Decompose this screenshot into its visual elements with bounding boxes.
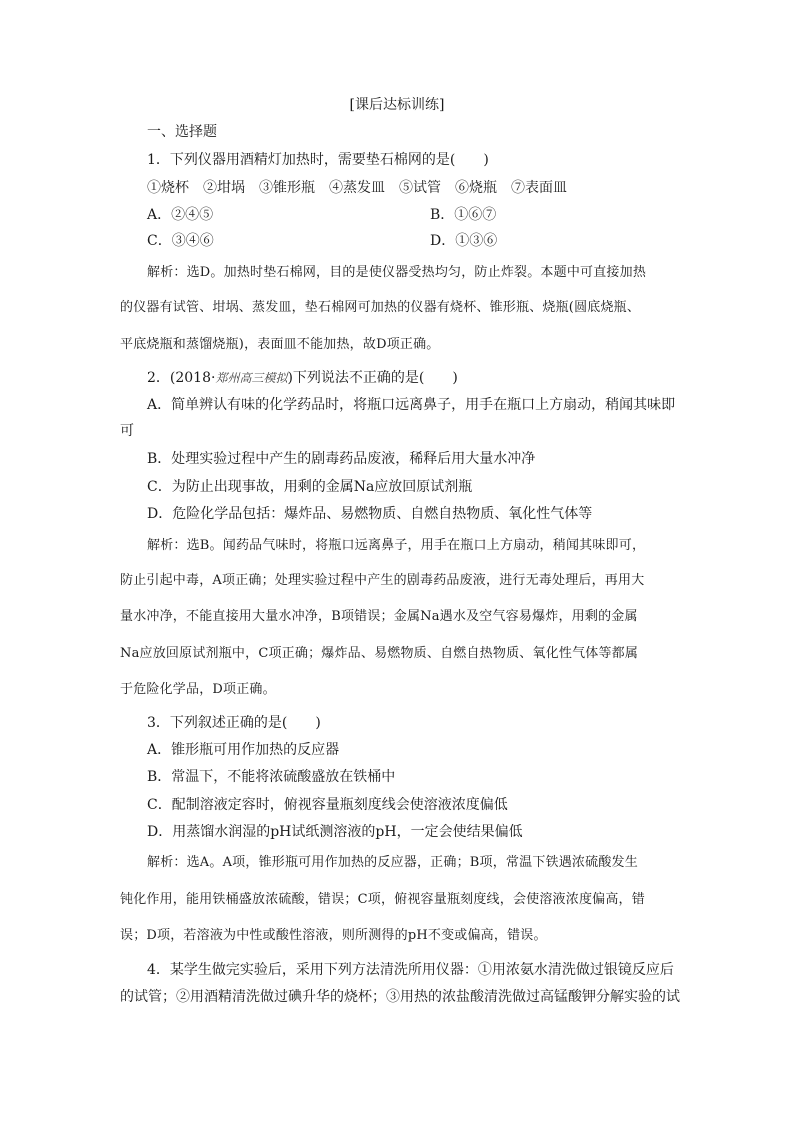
option-c: C．③④⑥	[147, 233, 214, 249]
question-stem-line: 4．某学生做完实验后，采用下列方法清洗所用仪器：①用浓氨水清洗做过银镜反应后	[147, 962, 674, 978]
option-d: D．危险化学品包括：爆炸品、易燃物质、自燃自热物质、氧化性气体等	[147, 506, 593, 522]
option-b: B．常温下，不能将浓硫酸盛放在铁桶中	[147, 769, 396, 785]
analysis-line: 解析：选A。A项，锥形瓶可用作加热的反应器，正确；B项，常温下铁遇浓硫酸发生	[147, 855, 638, 870]
analysis-line: 解析：选D。加热时垫石棉网，目的是使仪器受热均匀，防止炸裂。本题中可直接加热	[147, 265, 647, 280]
option-b: B．处理实验过程中产生的剧毒药品废液，稀释后用大量水冲净	[147, 451, 536, 467]
option-a: A．②④⑤	[147, 207, 214, 223]
analysis-line: 防止引起中毒，A项正确；处理实验过程中产生的剧毒药品废液，进行无毒处理后，再用大	[120, 573, 645, 588]
option-c: C．配制溶液定容时，俯视容量瓶刻度线会使溶液浓度偏低	[147, 797, 508, 813]
source-stamp: 郑州高三模拟	[215, 371, 288, 385]
question-stem-line: 的试管；②用酒精清洗做过碘升华的烧杯；③用热的浓盐酸清洗做过高锰酸钾分解实验的试	[120, 989, 680, 1005]
page-title: [课后达标训练]	[349, 97, 445, 113]
analysis-line: 的仪器有试管、坩埚、蒸发皿，垫石棉网可加热的仪器有烧杯、锥形瓶、烧瓶(圆底烧瓶、	[120, 300, 641, 315]
section-heading: 一、选择题	[147, 124, 217, 140]
stem-suffix: )下列说法不正确的是( )	[287, 370, 458, 386]
analysis-line: 误；D项，若溶液为中性或酸性溶液，则所测得的pH不变或偏高，错误。	[120, 928, 547, 943]
option-c: C．为防止出现事故，用剩的金属Na应放回原试剂瓶	[147, 479, 473, 495]
option-d: D．①③⑥	[430, 233, 498, 249]
analysis-line: 平底烧瓶和蒸馏烧瓶)，表面皿不能加热，故D项正确。	[120, 337, 440, 352]
analysis-line: 钝化作用，能用铁桶盛放浓硫酸，错误；C项，俯视容量瓶刻度线，会使溶液浓度偏高，错	[120, 892, 645, 907]
question-stem	[147, 368, 458, 388]
question-items: ①烧杯 ②坩埚 ③锥形瓶 ④蒸发皿 ⑤试管 ⑥烧瓶 ⑦表面皿	[147, 180, 567, 196]
analysis-line: Na应放回原试剂瓶中，C项正确；爆炸品、易燃物质、自燃自热物质、氧化性气体等都属	[120, 646, 639, 661]
question-stem: 1．下列仪器用酒精灯加热时，需要垫石棉网的是( )	[147, 152, 489, 168]
stem-prefix: 2．(2018·	[147, 370, 216, 386]
option-a: A．简单辨认有味的化学药品时，将瓶口远离鼻子，用手在瓶口上方扇动，稍闻其味即	[147, 397, 676, 413]
question-stem: 3．下列叙述正确的是( )	[147, 715, 321, 731]
analysis-line: 解析：选B。闻药品气味时，将瓶口远离鼻子，用手在瓶口上方扇动，稍闻其味即可，	[147, 538, 646, 553]
option-a: A．锥形瓶可用作加热的反应器	[147, 742, 340, 758]
option-b: B．①⑥⑦	[430, 207, 497, 223]
analysis-line: 量水冲净，不能直接用大量水冲净，B项错误；金属Na遇水及空气容易爆炸，用剩的金属	[120, 609, 638, 624]
analysis-line: 于危险化学品，D项正确。	[120, 682, 276, 697]
option-a-continued: 可	[120, 423, 134, 439]
option-d: D．用蒸馏水润湿的pH试纸测溶液的pH，一定会使结果偏低	[147, 824, 523, 840]
